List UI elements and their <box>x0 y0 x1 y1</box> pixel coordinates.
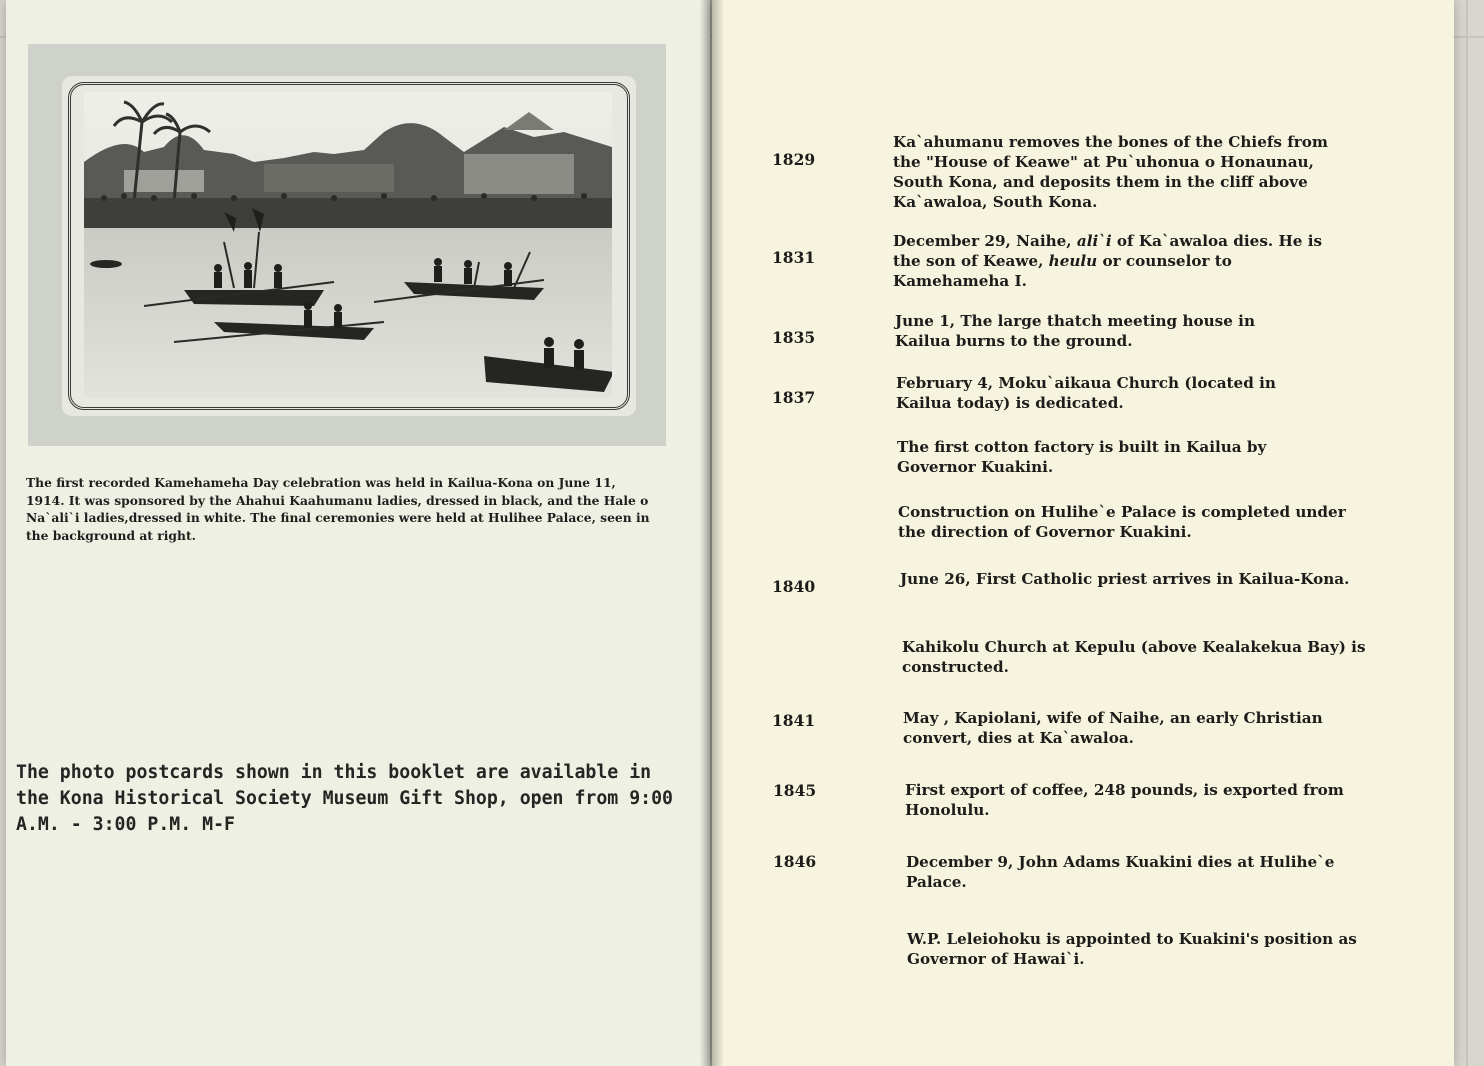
timeline-year: 1837 <box>772 388 816 407</box>
timeline-entry: June 1, The large thatch meeting house in Kailua burns to the ground. <box>895 312 1255 350</box>
timeline-entry <box>893 231 1353 291</box>
tile-grout <box>1466 0 1468 1066</box>
timeline-entry: December 9, John Adams Kuakini dies at Hulihe`e Palace. <box>906 853 1335 891</box>
entry-text: or counselor to Kamehameha I. <box>893 252 1232 290</box>
entry-italic: ali`i <box>1076 232 1112 250</box>
timeline-entry: The first cotton factory is built in Kailua by Governor Kuakini. <box>897 438 1267 476</box>
timeline-entry: February 4, Moku`aikaua Church (located in Kailua today) is dedicated. <box>896 374 1276 412</box>
entry-text: of Ka`awaloa dies. He is the son of Keawe, <box>893 232 1323 270</box>
timeline-year: 1829 <box>772 150 816 169</box>
timeline-entry: Ka`ahumanu removes the bones of the Chiefs from the "House of Keawe" at Pu`uhonua o Honaunau, South Kona, and deposits them in the cliff above Ka`awaloa, South Kona. <box>893 133 1328 211</box>
entry-text: December 29, Naihe, <box>893 232 1077 250</box>
timeline-year: 1846 <box>773 852 817 871</box>
timeline-entry: First export of coffee, 248 pounds, is exported from Honolulu. <box>905 781 1344 819</box>
timeline-entry: May , Kapiolani, wife of Naihe, an early Christian convert, dies at Ka`awaloa. <box>903 709 1323 747</box>
book-gutter <box>700 0 724 1066</box>
timeline-year: 1845 <box>773 781 817 800</box>
timeline-entry: June 26, First Catholic priest arrives in Kailua-Kona. <box>900 570 1350 588</box>
canoe-photo-illustration <box>84 92 612 398</box>
timeline-year: 1841 <box>772 711 816 730</box>
timeline-entry: Kahikolu Church at Kepulu (above Kealakekua Bay) is constructed. <box>902 638 1366 676</box>
timeline-year: 1835 <box>772 328 816 347</box>
timeline-entry: W.P. Leleiohoku is appointed to Kuakini's position as Governor of Hawai`i. <box>907 930 1357 968</box>
gift-shop-note: The photo postcards shown in this booklet are available in the Kona Historical Society Museum Gift Shop, open from 9:00 A.M. - 3:00 P.M. M-F <box>16 762 673 835</box>
timeline-year: 1831 <box>772 248 816 267</box>
timeline-entry: Construction on Hulihe`e Palace is completed under the direction of Governor Kuakini. <box>898 503 1346 541</box>
timeline-year: 1840 <box>772 577 816 596</box>
historic-photo <box>84 92 612 398</box>
entry-italic: heulu <box>1048 252 1098 270</box>
postcard <box>62 76 636 416</box>
photo-caption: The first recorded Kamehameha Day celebration was held in Kailua-Kona on June 11, 1914. It was sponsored by the Ahahui Kaahumanu ladies, dressed in black, and the Hale o Na`ali`i ladies,dressed in white. The final ceremonies were held at Hulihee Palace, seen in the background at right. <box>26 475 650 543</box>
